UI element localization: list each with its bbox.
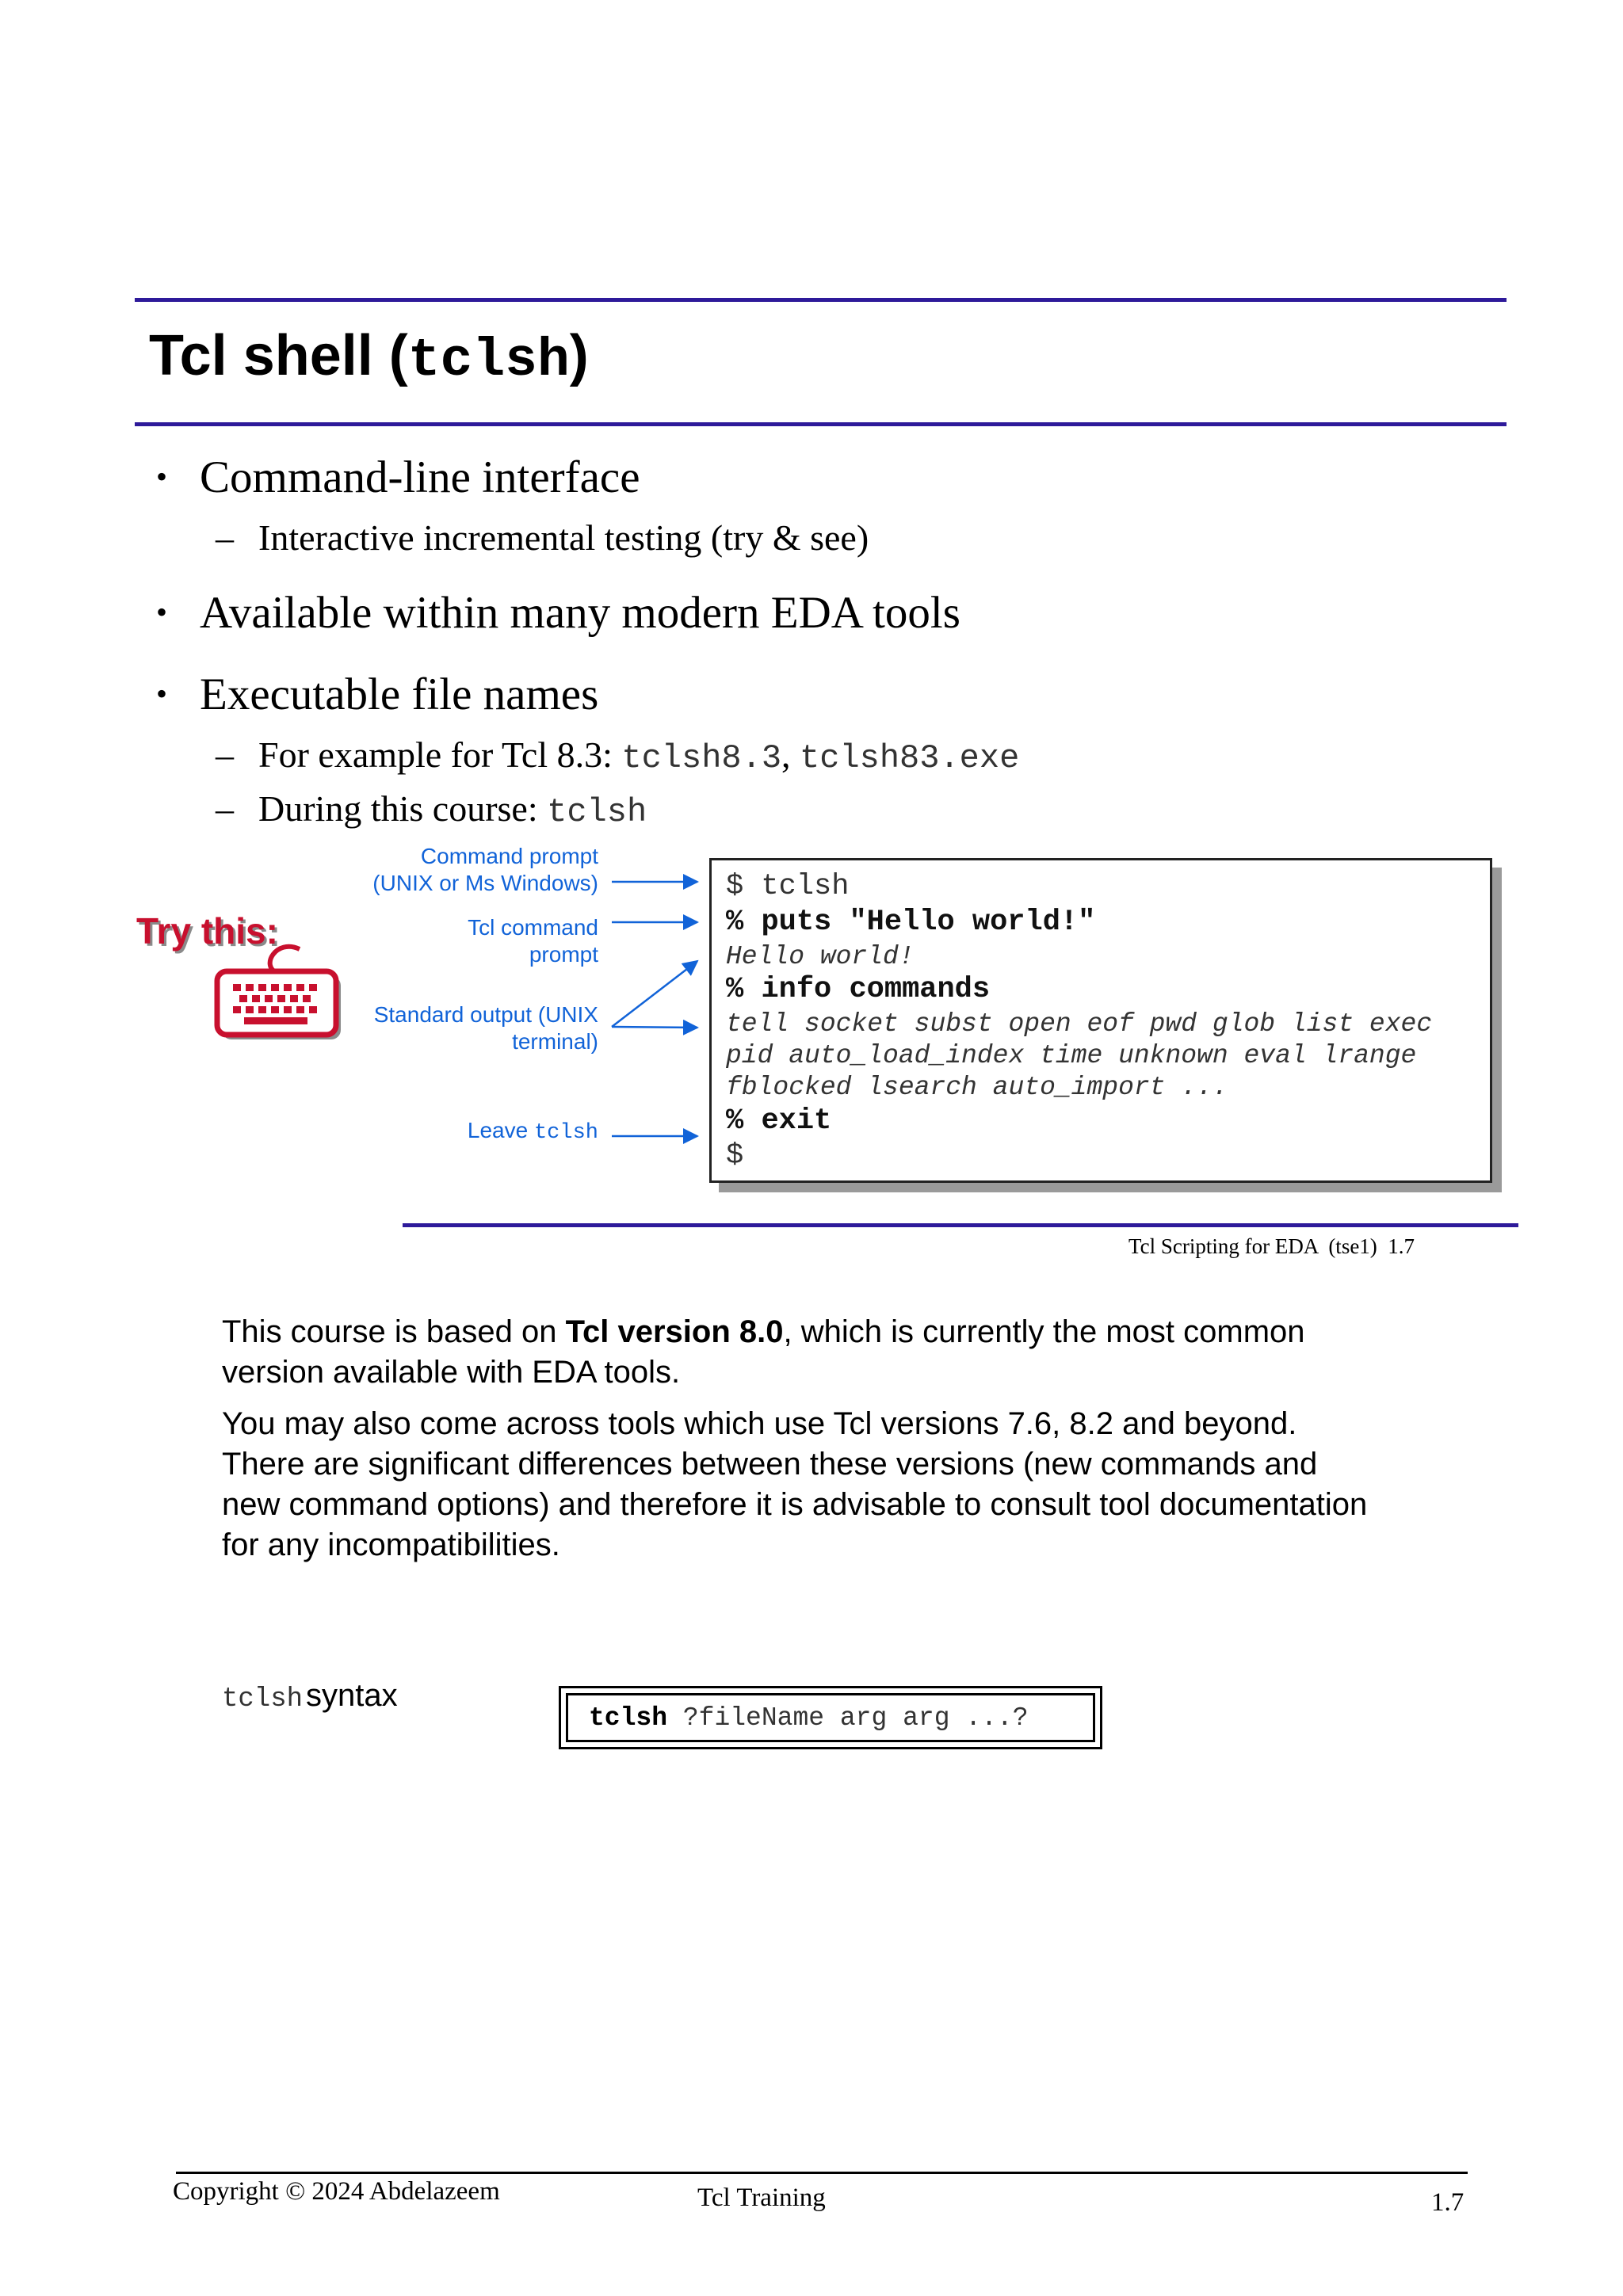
dash-3-2: –	[216, 788, 234, 829]
terminal-line-info	[726, 973, 990, 1006]
syntax-args: ?fileName arg arg ...?	[682, 1703, 1029, 1733]
terminal-cmd-puts: puts "Hello world!"	[761, 906, 1096, 939]
sub-bullet-3-2-code: tclsh	[547, 793, 647, 831]
notes-paragraph-2	[222, 1404, 1522, 1566]
terminal-line-output: Hello world!	[726, 942, 915, 971]
page-footer-rule	[176, 2172, 1468, 2174]
terminal-prompt-1: %	[726, 906, 744, 939]
sub-bullet-3-1-code2: tclsh83.exe	[800, 739, 1020, 777]
arrow-stdout-1	[612, 961, 697, 1027]
notes-p2-line2: There are significant differences between these versions (new commands and	[222, 1447, 1318, 1482]
syntax-label-text: syntax	[306, 1678, 398, 1713]
dash-1-1: –	[216, 517, 234, 558]
terminal-box	[709, 858, 1492, 1183]
slide-bottom-rule	[403, 1223, 1518, 1227]
bullet-dot-2: •	[156, 594, 168, 630]
terminal-prompt-3: %	[726, 1104, 744, 1138]
annotation-leave-text: Leave	[467, 1118, 529, 1142]
bullet-dot-1: •	[156, 459, 168, 494]
title-prefix: Tcl shell (	[149, 324, 408, 387]
notes-p2-line3: new command options) and therefore it is advisable to consult tool documentation	[222, 1487, 1368, 1522]
title-suffix: )	[569, 324, 589, 387]
notes-p1-bold: Tcl version 8.0	[565, 1314, 784, 1349]
notes-p2-line4: for any incompatibilities.	[222, 1527, 560, 1562]
sub-bullet-3-1-code: tclsh8.3	[621, 739, 782, 777]
sub-bullet-3-2-text: During this course:	[258, 788, 538, 829]
notes-p1-a: This course is based on	[222, 1314, 566, 1349]
sub-bullet-1-1: Interactive incremental testing (try & see)	[258, 517, 869, 558]
annotation-stdout-line1: Standard output (UNIX	[373, 1002, 598, 1027]
annotation-command-prompt-line2: (UNIX or Ms Windows)	[372, 871, 598, 895]
dash-3-1: –	[216, 734, 234, 775]
title-code: tclsh	[407, 330, 570, 391]
terminal-line-exit	[726, 1104, 831, 1138]
syntax-box	[559, 1686, 1102, 1749]
footer-center: Tcl Training	[697, 2183, 826, 2212]
arrow-stdout-2	[612, 1027, 697, 1028]
slide-footer: Tcl Scripting for EDA (tse1) 1.7	[1128, 1234, 1415, 1258]
annotation-tcl-prompt-line2: prompt	[529, 942, 598, 967]
terminal-line-shell: $ tclsh	[726, 870, 850, 903]
terminal-line-cmds-1: tell socket subst open eof pwd glob list exec	[726, 1009, 1433, 1039]
syntax-content	[589, 1703, 1029, 1733]
footer-page-number: 1.7	[1431, 2188, 1465, 2217]
notes-p2-line1: You may also come across tools which use Tcl versions 7.6, 8.2 and beyond.	[222, 1406, 1297, 1441]
bullet-3: Executable file names	[200, 669, 599, 719]
annotation-tcl-prompt-line1: Tcl command	[468, 915, 598, 940]
notes-paragraph-1	[222, 1312, 1522, 1393]
terminal-cmd-info: info commands	[761, 973, 991, 1006]
syntax-label-code: tclsh	[222, 1684, 304, 1714]
annotation-stdout-line2: terminal)	[512, 1029, 598, 1054]
syntax-command: tclsh	[589, 1703, 668, 1733]
syntax-box-inner	[566, 1693, 1095, 1742]
terminal-line-cmds-2: pid auto_load_index time unknown eval lrange	[726, 1041, 1417, 1070]
bullet-2: Available within many modern EDA tools	[200, 588, 960, 638]
terminal-line-cmds-3: fblocked lsearch auto_import ...	[726, 1073, 1228, 1102]
bullet-dot-3: •	[156, 676, 168, 711]
annotation-command-prompt-line1: Command prompt	[420, 844, 598, 868]
terminal-prompt-2: %	[726, 973, 744, 1006]
terminal-cmd-exit: exit	[761, 1104, 832, 1138]
try-this-label: Try this:	[136, 910, 278, 952]
syntax-label	[222, 1678, 398, 1714]
sub-bullet-3-1-text: For example for Tcl 8.3:	[258, 734, 613, 775]
annotation-leave-code: tclsh	[533, 1121, 598, 1145]
notes-p1-b: , which is currently the most common	[783, 1314, 1305, 1349]
bullet-1: Command-line interface	[200, 452, 640, 502]
notes-p1-line2: version available with EDA tools.	[222, 1355, 681, 1390]
notes-p1-line1	[222, 1312, 1522, 1352]
footer-copyright: Copyright © 2024 Abdelazeem	[173, 2177, 500, 2206]
sub-bullet-3-1-sep: ,	[781, 734, 791, 775]
terminal-line-end: $	[726, 1139, 744, 1173]
terminal-line-puts	[726, 906, 1095, 939]
